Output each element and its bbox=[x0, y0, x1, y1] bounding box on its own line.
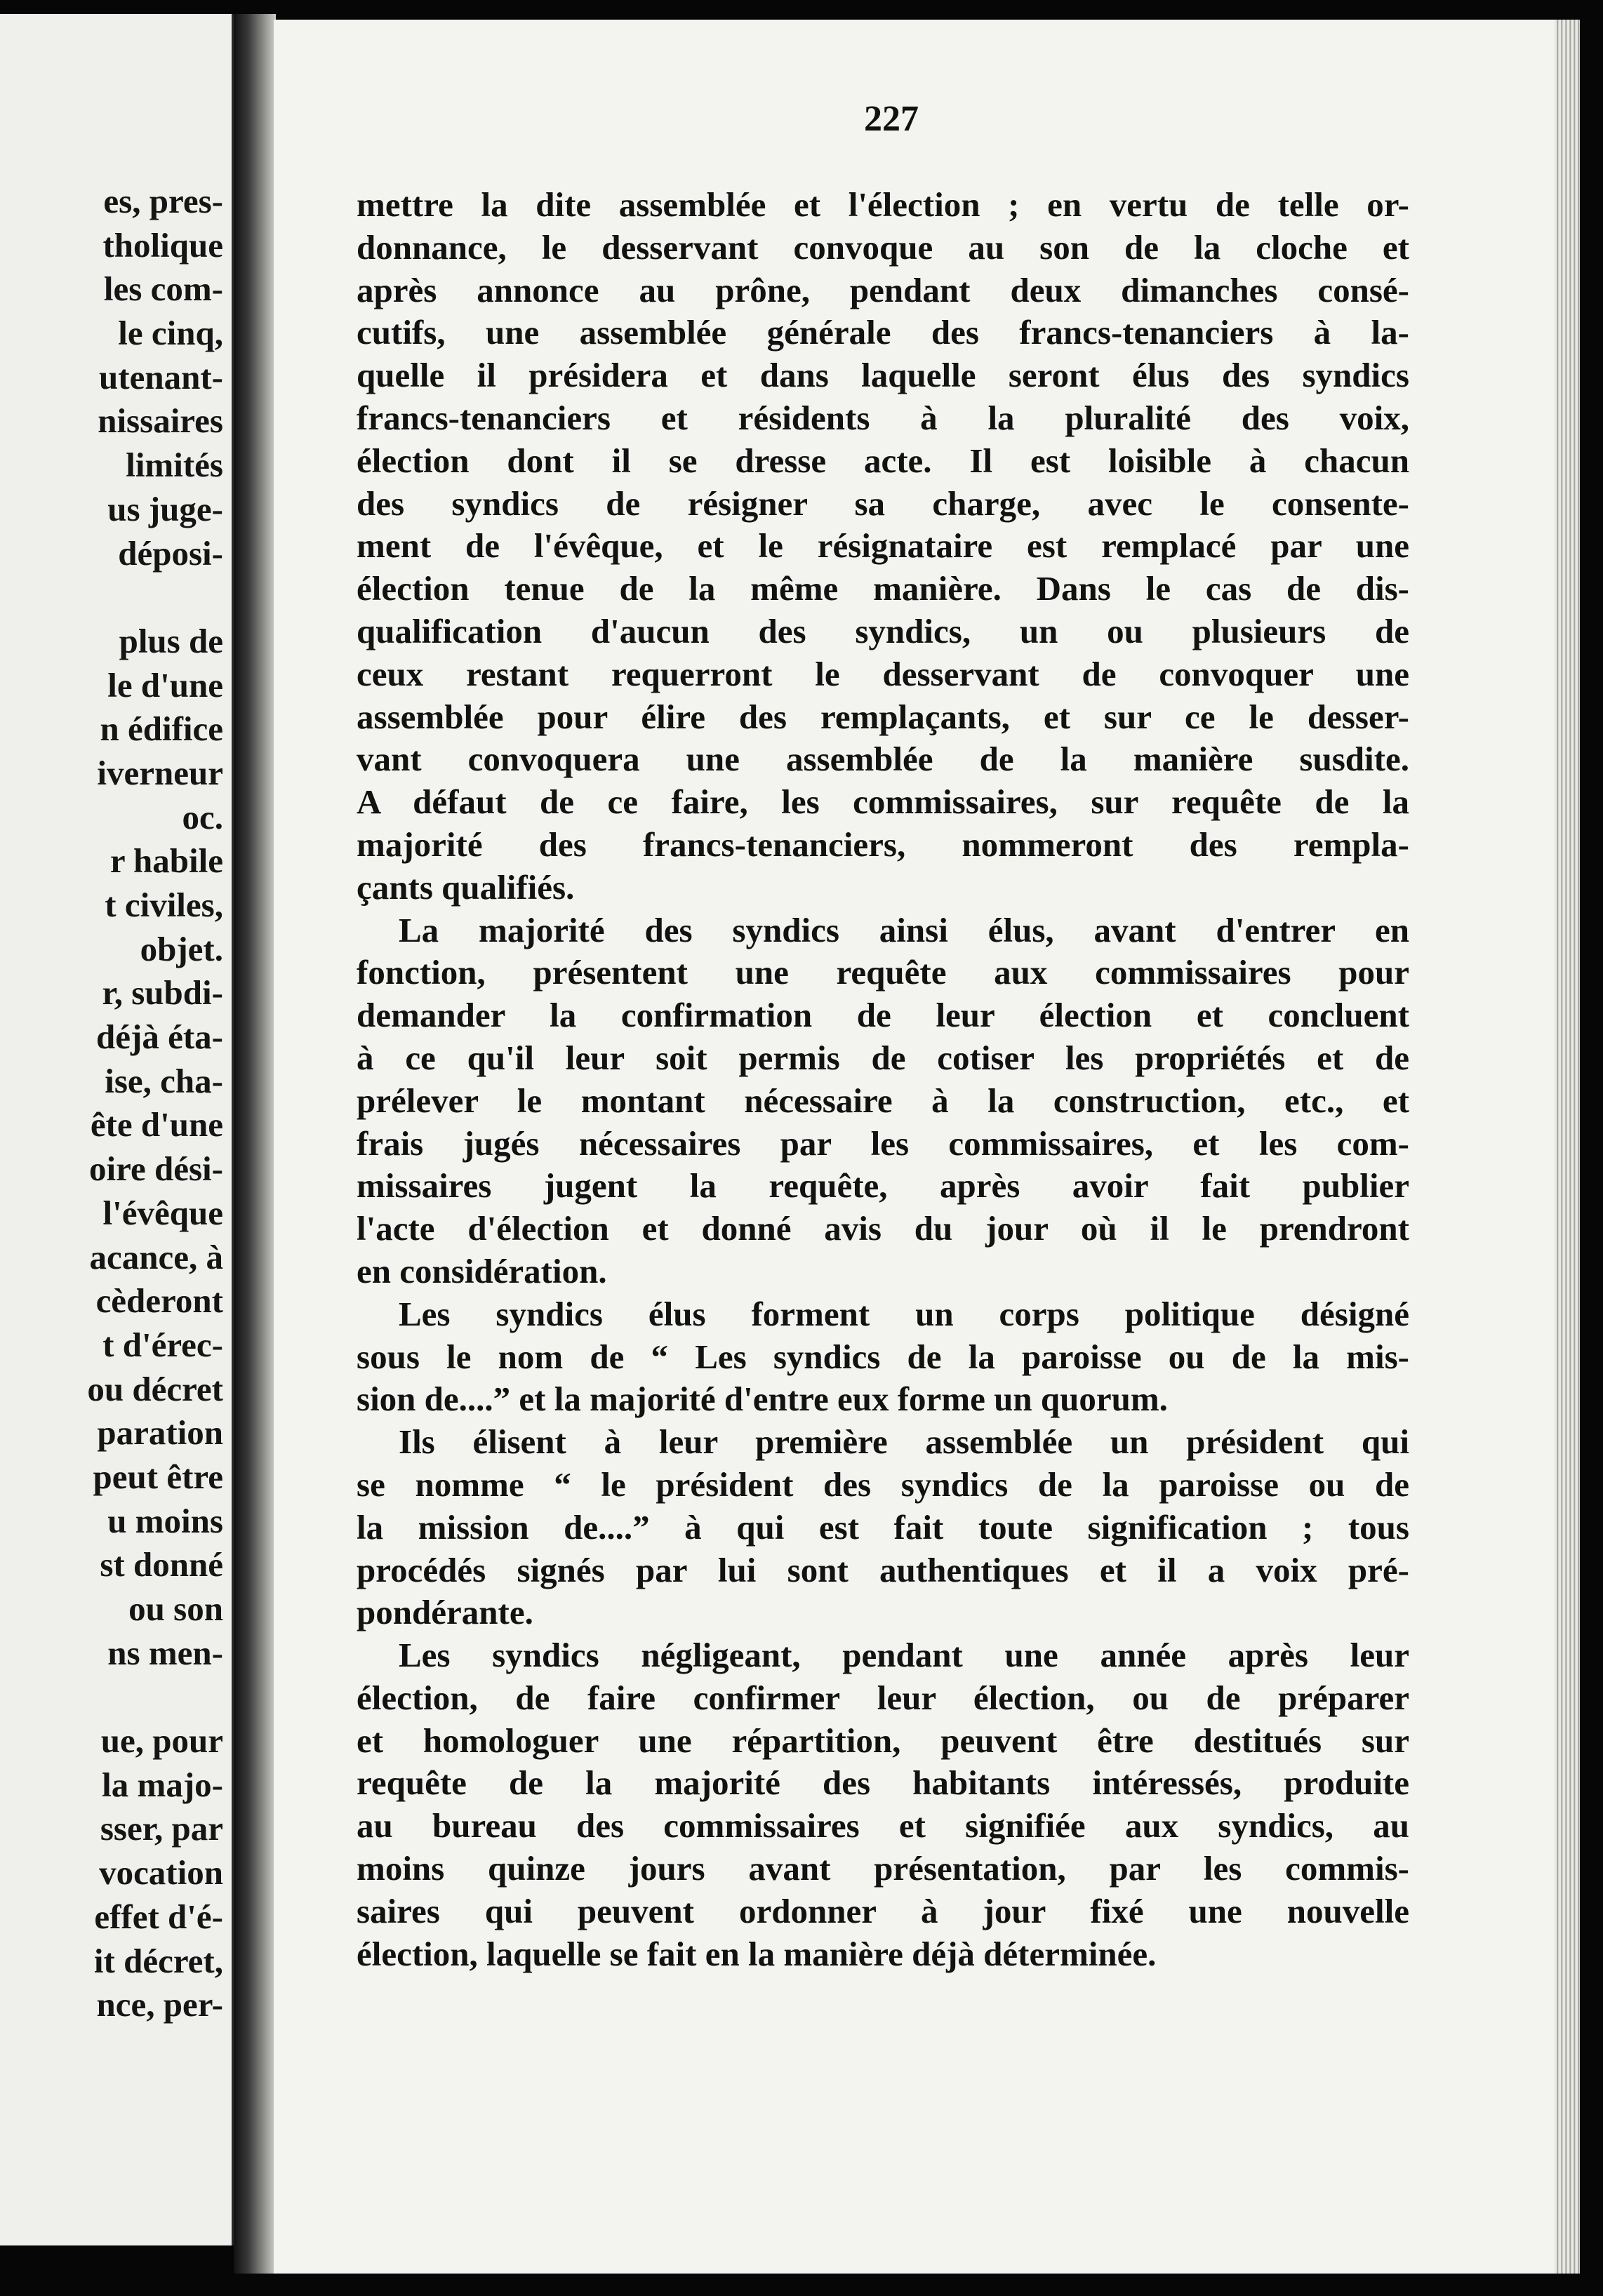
text-line: au bureau des commissaires et signifiée aux syndics, au bbox=[357, 1806, 1409, 1846]
facing-page-line: peut être bbox=[93, 1457, 223, 1496]
facing-page-line: le d'une bbox=[107, 665, 223, 705]
text-line: demander la confirmation de leur élection et concluent bbox=[357, 996, 1409, 1035]
facing-page-line: tholique bbox=[102, 225, 223, 265]
text-line: à ce qu'il leur soit permis de cotiser les propriétés et de bbox=[357, 1038, 1409, 1077]
facing-page-line: ue, pour bbox=[100, 1721, 223, 1761]
facing-page-line: sser, par bbox=[100, 1809, 223, 1848]
text-line: saires qui peuvent ordonner à jour fixé une nouvelle bbox=[357, 1891, 1409, 1930]
facing-page-line: it décret, bbox=[93, 1941, 223, 1980]
facing-page-line: ou son bbox=[128, 1589, 223, 1628]
facing-page-line: n édifice bbox=[100, 709, 223, 749]
facing-page-line: t civiles, bbox=[105, 886, 223, 924]
facing-page-line: us juge- bbox=[107, 489, 223, 528]
facing-page-line: oc. bbox=[182, 797, 223, 836]
text-line: qualification d'aucun des syndics, un ou plusieurs de bbox=[357, 611, 1409, 650]
text-line: sion de....” et la majorité d'entre eux forme un quorum. bbox=[357, 1380, 1168, 1419]
facing-page-line bbox=[0, 575, 223, 620]
facing-page-line: paration bbox=[97, 1413, 223, 1453]
facing-page-line: le cinq, bbox=[118, 314, 223, 353]
facing-page-line: utenant- bbox=[99, 357, 223, 396]
text-line: donnance, le desservant convoque au son de la cloche et bbox=[357, 227, 1409, 267]
book-gutter bbox=[234, 14, 276, 2274]
facing-page-line: limités bbox=[126, 446, 223, 485]
facing-page-line: nce, per- bbox=[96, 1985, 223, 2024]
facing-page-line: oire dési- bbox=[89, 1149, 223, 1189]
page-body-text bbox=[357, 184, 1409, 1975]
text-line: La majorité des syndics ainsi élus, avant d'entrer en bbox=[399, 910, 1409, 949]
paragraph bbox=[357, 1634, 1409, 1975]
facing-page-line: cèderont bbox=[95, 1281, 223, 1321]
facing-page-line: vocation bbox=[99, 1853, 223, 1893]
text-line: élection, laquelle se fait en la manière déjà déterminée. bbox=[357, 1934, 1157, 1973]
facing-page-line: déposi- bbox=[118, 533, 223, 573]
text-line: élection, de faire confirmer leur élection, ou de préparer bbox=[357, 1678, 1409, 1717]
paragraph bbox=[357, 1293, 1409, 1421]
text-line: des syndics de résigner sa charge, avec le consente- bbox=[357, 483, 1409, 523]
facing-page-line: iverneur bbox=[97, 753, 223, 792]
facing-page-line: objet. bbox=[140, 929, 223, 968]
page-number: 227 bbox=[864, 99, 919, 139]
text-line: l'acte d'élection et donné avis du jour où il le prendront bbox=[357, 1209, 1409, 1248]
facing-page-line: t d'érec- bbox=[102, 1325, 223, 1364]
facing-page-line: la majo- bbox=[102, 1765, 223, 1804]
facing-page-line: effet d'é- bbox=[94, 1897, 223, 1936]
text-line: majorité des francs-tenanciers, nommeront des rempla- bbox=[357, 825, 1409, 864]
facing-page-line: ou décret bbox=[87, 1369, 223, 1408]
text-line: frais jugés nécessaires par les commissaires, et les com- bbox=[357, 1123, 1409, 1163]
facing-page-line: es, pres- bbox=[103, 182, 223, 220]
text-line: moins quinze jours avant présentation, par les commis- bbox=[357, 1849, 1409, 1888]
text-line: après annonce au prône, pendant deux dimanches consé- bbox=[357, 270, 1409, 309]
facing-page-line: les com- bbox=[103, 269, 223, 309]
text-line: requête de la majorité des habitants intéressés, produite bbox=[357, 1763, 1409, 1803]
text-line: Les syndics négligeant, pendant une année après leur bbox=[399, 1636, 1409, 1675]
facing-page-line: déjà éta- bbox=[96, 1017, 223, 1057]
facing-page-line bbox=[0, 1675, 223, 1719]
text-line: Ils élisent à leur première assemblée un président qui bbox=[399, 1422, 1409, 1462]
facing-page-line: r, subdi- bbox=[102, 973, 223, 1013]
text-line: procédés signés par lui sont authentiques et il a voix pré- bbox=[357, 1550, 1409, 1589]
text-line: mettre la dite assemblée et l'élection ; en vertu de telle or- bbox=[357, 185, 1409, 224]
facing-page-line: l'évêque bbox=[102, 1193, 223, 1232]
text-line: sous le nom de “ Les syndics de la paroisse ou de la mis- bbox=[357, 1337, 1409, 1376]
page-edge bbox=[1555, 20, 1580, 2274]
text-line: cutifs, une assemblée générale des francs-tenanciers à la- bbox=[357, 313, 1409, 352]
text-line: pondérante. bbox=[357, 1593, 533, 1632]
paragraph bbox=[357, 909, 1409, 1293]
text-line: ment de l'évêque, et le résignataire est remplacé par une bbox=[357, 526, 1409, 566]
text-line: francs-tenanciers et résidents à la pluralité des voix, bbox=[357, 398, 1409, 437]
facing-page-line: acance, à bbox=[89, 1237, 223, 1276]
text-line: et homologuer une répartition, peuvent être destitués sur bbox=[357, 1721, 1409, 1760]
text-line: vant convoquera une assemblée de la manière susdite. bbox=[357, 740, 1409, 779]
text-line: en considération. bbox=[357, 1251, 607, 1290]
facing-page-line: ise, cha- bbox=[105, 1061, 223, 1100]
facing-page-line: r habile bbox=[109, 841, 223, 881]
text-line: A défaut de ce faire, les commissaires, sur requête de la bbox=[357, 782, 1409, 822]
facing-page-line: st donné bbox=[100, 1545, 223, 1584]
text-line: élection dont il se dresse acte. Il est loisible à chacun bbox=[357, 441, 1409, 480]
text-line: missaires jugent la requête, après avoir fait publier bbox=[357, 1166, 1409, 1206]
text-line: assemblée pour élire des remplaçants, et sur ce le desser- bbox=[357, 697, 1409, 736]
text-line: élection tenue de la même manière. Dans le cas de dis- bbox=[357, 569, 1409, 608]
text-line: ceux restant requerront le desservant de convoquer une bbox=[357, 654, 1409, 693]
paragraph bbox=[357, 184, 1409, 909]
facing-page-line: ns men- bbox=[107, 1633, 223, 1672]
text-line: Les syndics élus forment un corps politique désigné bbox=[399, 1294, 1409, 1333]
paragraph bbox=[357, 1421, 1409, 1634]
facing-page-text bbox=[0, 180, 223, 2027]
text-line: se nomme “ le président des syndics de la paroisse ou de bbox=[357, 1464, 1409, 1504]
text-line: fonction, présentent une requête aux commissaires pour bbox=[357, 953, 1409, 992]
facing-page-left bbox=[0, 14, 234, 2245]
text-line: la mission de....” à qui est fait toute signification ; tous bbox=[357, 1507, 1409, 1547]
facing-page-line: plus de bbox=[119, 621, 223, 660]
text-line: çants qualifiés. bbox=[357, 867, 575, 907]
text-line: quelle il présidera et dans laquelle seront élus des syndics bbox=[357, 356, 1409, 395]
facing-page-line: nissaires bbox=[98, 401, 223, 441]
facing-page-line: ête d'une bbox=[90, 1105, 223, 1144]
facing-page-line: u moins bbox=[107, 1501, 223, 1540]
text-line: prélever le montant nécessaire à la construction, etc., et bbox=[357, 1081, 1409, 1120]
